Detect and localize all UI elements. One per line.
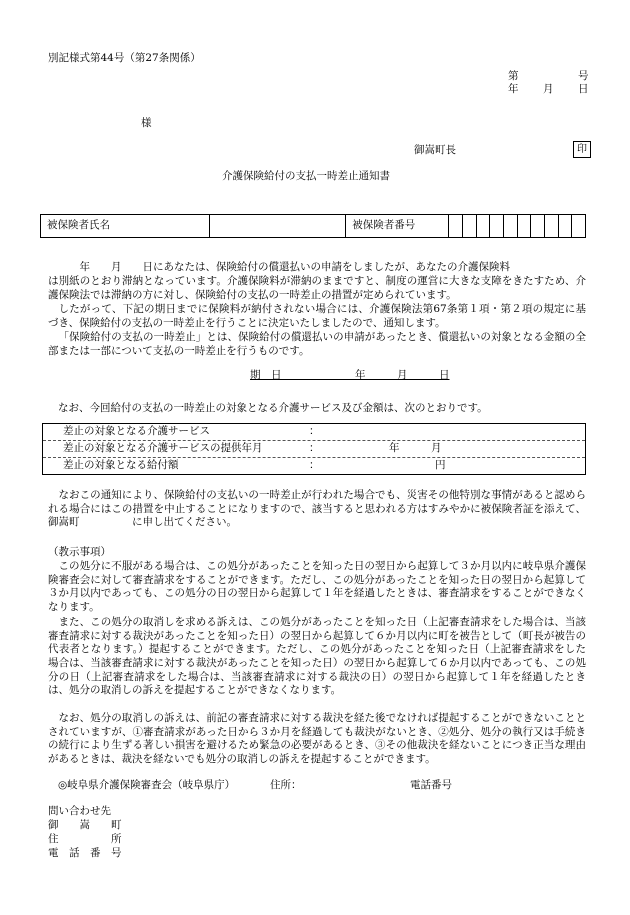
- body-p3: 「保険給付の支払の一時差止」とは、保険給付の償還払いの申請があったとき、償還払いの対象となる金額の全部または一部について支払の一時差止を行うものです。: [48, 331, 586, 357]
- service-box: [42, 423, 586, 475]
- body-p2: したがって、下記の期日までに保険料が納付されない場合には、介護保険法第67条第１項・第２項の規定に基づき、保険給付の支払の一時差止を行うことに決定いたしましたので、通知します。: [48, 303, 586, 329]
- instruction-p1: この処分に不服がある場合は、この処分があったことを知った日の翌日から起算して３か月以内に岐阜県介護保険審査会に対して審査請求をすることができます。ただし、この処分があったことを知った日の翌日から起算して３か月以内であっても、この処分の日の翌日から起算して１年を経過したときは、審査請求をすることができなくなります。: [48, 560, 586, 613]
- insured-number-box: [572, 215, 586, 238]
- insured-number-box: [476, 215, 490, 238]
- instruction-heading: （教示事項）: [48, 546, 111, 558]
- contact-town: 御 嵩 町: [48, 819, 122, 831]
- council-address-label: 住所：: [270, 779, 302, 791]
- body-p4: なお、今回給付の支払の一時差止の対象となる介護サービス及び金額は、次のとおりです。: [58, 402, 488, 414]
- service-label: 差止の対象となる介護サービス: [63, 425, 210, 437]
- insured-number-box: [517, 215, 531, 238]
- number-dai: 第: [508, 70, 519, 82]
- service-label: 差止の対象となる給付額: [63, 459, 179, 471]
- council-phone-label: 電話番号: [410, 779, 452, 791]
- service-value: 円: [435, 459, 446, 471]
- seal-mark: 印: [573, 141, 591, 158]
- insured-table: [40, 214, 586, 238]
- body-p1-line1: 年 月 日にあなたは、保険給付の償還払いの申請をしましたが、あなたの介護保険料: [48, 261, 510, 273]
- document-title: 介護保険給付の支払一時差止通知書: [222, 170, 390, 182]
- service-colon: ：: [309, 442, 320, 454]
- insured-number-box: [531, 215, 545, 238]
- service-label: 差止の対象となる介護サービスの提供年月: [63, 442, 263, 454]
- insured-number-box: [558, 215, 572, 238]
- insured-number-box: [490, 215, 504, 238]
- insured-number-label: 被保険者番号: [346, 215, 449, 238]
- insured-number-box: [544, 215, 558, 238]
- date-month: 月: [543, 83, 554, 95]
- notice-paragraph: なおこの通知により、保険給付の支払いの一時差止が行われた場合でも、災害その他特別な事情があると認められる場合にはこの措置を中止することになりますので、該当すると思われる方はすみやかに被保険者証を添えて、御嵩町 に申し出てください。: [48, 489, 586, 529]
- service-colon: ：: [309, 425, 320, 437]
- service-colon: ：: [309, 459, 320, 471]
- insured-number-box: [462, 215, 476, 238]
- contact-phone: 電 話 番 号: [48, 847, 122, 859]
- insured-number-box: [449, 215, 463, 238]
- date-day: 日: [578, 83, 589, 95]
- number-go: 号: [578, 70, 589, 82]
- instruction-p3: なお、処分の取消しの訴えは、前記の審査請求に対する裁決を経た後でなければ提起することができないこととされていますが、①審査請求があった日から３か月を経過しても裁決がないとき、②処分、処分の執行又は手続きの続行により生ずる著しい損害を避けるため緊急の必要があるとき、③その他裁決を経ないことにつき正当な理由があるときは、裁決を経ないでも処分の取消しの訴えを提起することができます。: [48, 712, 586, 765]
- instruction-p2: また、この処分の取消しを求める訴えは、この処分があったことを知った日（上記審査請求をした場合は、当該審査請求に対する裁決があったことを知った日）の翌日から起算して６か月以内に町を被告として（町長が被告の代表者となります。）提起することができます。ただし、この処分があったことを知った日（上記審査請求をした場合は、当該審査請求に対する裁決があったことを知った日）の翌日から起算して６か月以内であっても、この処分の日（上記審査請求をした場合は、当該審査請求に対する裁決の日）の翌日から起算して１年を経過したときは、処分の取消しの訴えを提起することができなくなります。: [48, 616, 586, 697]
- insured-name-value: [210, 215, 346, 238]
- body-p1-rest: は別紙のとおり滞納となっています。介護保険料が滞納のままですと、制度の運営に大きな支障をきたすため、介護保険法では滞納の方に対し、保険給付の支払の一時差止の措置が定められています。: [48, 275, 586, 301]
- contact-heading: 問い合わせ先: [48, 805, 111, 817]
- insured-name-label: 被保険者氏名: [41, 215, 210, 238]
- service-row: [43, 424, 585, 441]
- service-row: [43, 441, 585, 458]
- service-row: [43, 458, 585, 474]
- contact-address: 住 所: [48, 833, 122, 845]
- addressee-sama: 様: [141, 117, 152, 129]
- issuer: 御嵩町長: [414, 144, 456, 156]
- form-number: 別記様式第44号（第27条関係）: [48, 52, 201, 64]
- review-council: ◎岐阜県介護保険審査会（岐阜県庁）: [58, 779, 236, 791]
- date-year: 年: [508, 83, 519, 95]
- insured-number-box: [503, 215, 517, 238]
- deadline: 期 日 年 月 日: [250, 369, 450, 381]
- service-value: 年 月: [389, 442, 442, 454]
